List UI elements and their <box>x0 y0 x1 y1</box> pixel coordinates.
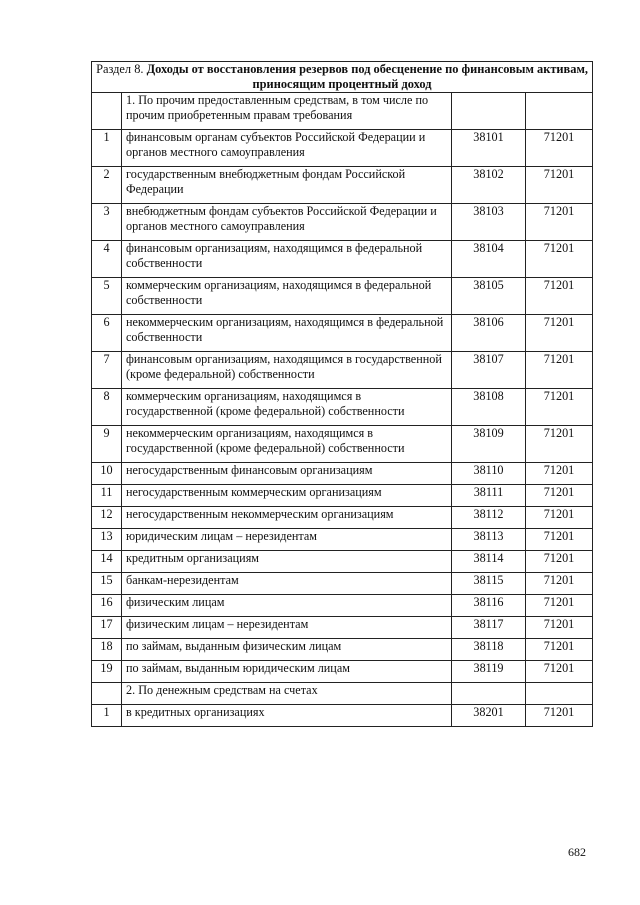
row-code-2: 71201 <box>526 241 593 278</box>
table-row <box>92 389 593 426</box>
section-prefix: Раздел 8. <box>96 62 144 76</box>
row-code-2: 71201 <box>526 529 593 551</box>
row-number: 15 <box>92 573 122 595</box>
row-number: 10 <box>92 463 122 485</box>
row-number: 11 <box>92 485 122 507</box>
row-code-2: 71201 <box>526 389 593 426</box>
row-number: 4 <box>92 241 122 278</box>
row-description: по займам, выданным юридическим лицам <box>122 661 452 683</box>
row-code-2: 71201 <box>526 639 593 661</box>
row-number: 2 <box>92 167 122 204</box>
row-number: 19 <box>92 661 122 683</box>
row-number: 8 <box>92 389 122 426</box>
row-number: 17 <box>92 617 122 639</box>
row-description: финансовым организациям, находящимся в государственной (кроме федеральной) собственности <box>122 352 452 389</box>
row-description: коммерческим организациям, находящимся в государственной (кроме федеральной) собственности <box>122 389 452 426</box>
table-row <box>92 278 593 315</box>
page-number: 682 <box>568 845 586 859</box>
row-code-1: 38109 <box>452 426 526 463</box>
table-row <box>92 551 593 573</box>
row-code-2: 71201 <box>526 485 593 507</box>
row-description: юридическим лицам – нерезидентам <box>122 529 452 551</box>
row-code-2: 71201 <box>526 130 593 167</box>
table-row <box>92 661 593 683</box>
row-description: банкам-нерезидентам <box>122 573 452 595</box>
row-code-1: 38110 <box>452 463 526 485</box>
row-number: 16 <box>92 595 122 617</box>
row-number: 14 <box>92 551 122 573</box>
row-description: государственным внебюджетным фондам Российской Федерации <box>122 167 452 204</box>
row-code-1: 38115 <box>452 573 526 595</box>
row-code-1: 38103 <box>452 204 526 241</box>
table-row <box>92 241 593 278</box>
table-row <box>92 529 593 551</box>
table-row <box>92 485 593 507</box>
row-code-1: 38117 <box>452 617 526 639</box>
table-row <box>92 315 593 352</box>
row-description: некоммерческим организациям, находящимся в федеральной собственности <box>122 315 452 352</box>
table-row <box>92 204 593 241</box>
row-code-2: 71201 <box>526 705 593 727</box>
row-number: 7 <box>92 352 122 389</box>
row-code-1: 38106 <box>452 315 526 352</box>
row-code-1: 38118 <box>452 639 526 661</box>
group-heading-row <box>92 683 593 705</box>
row-description: внебюджетным фондам субъектов Российской Федерации и органов местного самоуправления <box>122 204 452 241</box>
row-code-1: 38111 <box>452 485 526 507</box>
row-description: негосударственным финансовым организациям <box>122 463 452 485</box>
row-code-2: 71201 <box>526 278 593 315</box>
row-code-1: 38116 <box>452 595 526 617</box>
row-code-2: 71201 <box>526 463 593 485</box>
row-number: 13 <box>92 529 122 551</box>
row-code-2: 71201 <box>526 595 593 617</box>
row-description: негосударственным коммерческим организациям <box>122 485 452 507</box>
row-code-2: 71201 <box>526 204 593 241</box>
table-row <box>92 130 593 167</box>
group-heading: 2. По денежным средствам на счетах <box>122 683 452 705</box>
row-code-2: 71201 <box>526 551 593 573</box>
row-number: 18 <box>92 639 122 661</box>
section-title <box>92 62 593 93</box>
row-code-2: 71201 <box>526 507 593 529</box>
row-number: 9 <box>92 426 122 463</box>
row-number: 1 <box>92 130 122 167</box>
row-code-2: 71201 <box>526 167 593 204</box>
table-row <box>92 705 593 727</box>
row-number: 12 <box>92 507 122 529</box>
row-code-1: 38114 <box>452 551 526 573</box>
row-code-1: 38104 <box>452 241 526 278</box>
row-code-2: 71201 <box>526 426 593 463</box>
row-code-1: 38101 <box>452 130 526 167</box>
row-code-1: 38112 <box>452 507 526 529</box>
table-row <box>92 426 593 463</box>
row-code-2: 71201 <box>526 352 593 389</box>
row-code-2: 71201 <box>526 661 593 683</box>
row-code-1: 38105 <box>452 278 526 315</box>
row-code-1: 38119 <box>452 661 526 683</box>
group-heading: 1. По прочим предоставленным средствам, в том числе по прочим приобретенным правам требования <box>122 93 452 130</box>
row-number: 3 <box>92 204 122 241</box>
row-description: физическим лицам <box>122 595 452 617</box>
row-description: физическим лицам – нерезидентам <box>122 617 452 639</box>
section-header-row <box>92 62 593 93</box>
table-row <box>92 595 593 617</box>
table-row <box>92 639 593 661</box>
table-row <box>92 463 593 485</box>
accounts-table <box>91 61 593 727</box>
row-number: 5 <box>92 278 122 315</box>
table-row <box>92 573 593 595</box>
row-code-2: 71201 <box>526 573 593 595</box>
row-description: в кредитных организациях <box>122 705 452 727</box>
row-code-2: 71201 <box>526 617 593 639</box>
row-description: некоммерческим организациям, находящимся в государственной (кроме федеральной) собственности <box>122 426 452 463</box>
row-description: финансовым организациям, находящимся в федеральной собственности <box>122 241 452 278</box>
row-code-2: 71201 <box>526 315 593 352</box>
table-row <box>92 617 593 639</box>
row-code-1: 38107 <box>452 352 526 389</box>
table-row <box>92 352 593 389</box>
section-title-text: Доходы от восстановления резервов под обесценение по финансовым активам, приносящим процентный доход <box>146 62 588 91</box>
row-description: финансовым органам субъектов Российской Федерации и органов местного самоуправления <box>122 130 452 167</box>
row-description: по займам, выданным физическим лицам <box>122 639 452 661</box>
table-row <box>92 507 593 529</box>
row-description: негосударственным некоммерческим организациям <box>122 507 452 529</box>
row-code-1: 38102 <box>452 167 526 204</box>
row-number: 1 <box>92 705 122 727</box>
row-code-1: 38201 <box>452 705 526 727</box>
table-row <box>92 167 593 204</box>
row-code-1: 38113 <box>452 529 526 551</box>
row-description: коммерческим организациям, находящимся в федеральной собственности <box>122 278 452 315</box>
row-number: 6 <box>92 315 122 352</box>
group-heading-row <box>92 93 593 130</box>
row-code-1: 38108 <box>452 389 526 426</box>
row-description: кредитным организациям <box>122 551 452 573</box>
